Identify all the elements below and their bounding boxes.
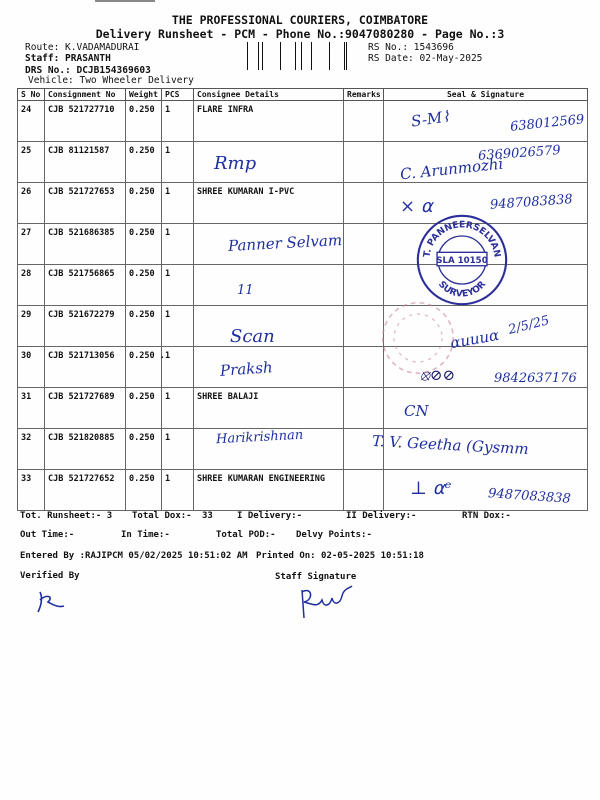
row-weight: 0.250: [126, 224, 162, 265]
row-weight: 0.250: [126, 142, 162, 183]
row-pcs: 1: [162, 388, 194, 429]
row-consignee: FLARE INFRA: [194, 101, 344, 142]
handwriting-name-1: C. Arunmozhi: [399, 154, 505, 184]
entered-by: Entered By :RAJIPCM 05/02/2025 10:51:02 AM: [20, 551, 248, 561]
ii-delivery: II Delivery:-: [346, 511, 417, 521]
row-consignee: [194, 265, 344, 306]
row-consignment: CJB 521820885: [45, 429, 126, 470]
row-consignment: CJB 521727710: [45, 101, 126, 142]
col-consignment: Consignment No: [45, 89, 126, 101]
row-sno: 24: [18, 101, 45, 142]
handwriting-praksh: Praksh: [219, 358, 274, 380]
stamp-bottom-text: SURVEYOR: [435, 279, 489, 300]
table-header-row: [18, 89, 588, 101]
faded-stamp: [378, 298, 458, 378]
company-title: THE PROFESSIONAL COURIERS, COIMBATORE: [171, 13, 429, 27]
row-remarks: [344, 101, 384, 142]
row-weight: 0.250: [126, 306, 162, 347]
col-weight: Weight: [126, 89, 162, 101]
handwriting-panner: Panner Selvam: [227, 231, 343, 255]
row-consignment: CJB 81121587: [45, 142, 126, 183]
row-pcs: 1: [162, 265, 194, 306]
i-delivery: I Delivery:-: [237, 511, 303, 521]
row-consignment: CJB 521672279: [45, 306, 126, 347]
row-sno: 30: [18, 347, 45, 388]
handwriting-phone-1: 638012569: [509, 112, 586, 135]
row-weight: 0.250: [126, 429, 162, 470]
printed-on: Printed On: 02-05-2025 10:51:18: [256, 551, 424, 561]
handwriting-date: 2/5/25: [506, 313, 552, 338]
verified-by: Verified By: [20, 571, 80, 581]
handwriting-initials-1: S-M⌇: [409, 107, 451, 131]
row-sno: 31: [18, 388, 45, 429]
delvy-points: Delvy Points:-: [296, 530, 372, 540]
handwriting-harikrishnan: Harikrishnan: [215, 427, 304, 448]
row-consignment: CJB 521727652: [45, 470, 126, 511]
row-consignment: CJB 521727653: [45, 183, 126, 224]
row-pcs: 1: [162, 470, 194, 511]
handwriting-phone-4: 9842637176: [494, 371, 577, 386]
row-weight: 0.250: [126, 265, 162, 306]
row-weight: 0.250: [126, 101, 162, 142]
row-remarks: [344, 183, 384, 224]
row-consignment: CJB 521686385: [45, 224, 126, 265]
staff-signature: [296, 582, 358, 622]
handwriting-phone-2: 6369026579: [477, 143, 562, 164]
row-consignee: SHREE KUMARAN ENGINEERING: [194, 470, 344, 511]
row-pcs: 1: [162, 224, 194, 265]
row-pcs: 1: [162, 347, 194, 388]
verifier-signature: [34, 588, 68, 616]
row-consignee: SHREE BALAJI: [194, 388, 344, 429]
handwriting-scribble: ⦻⊘⊘: [420, 366, 456, 384]
surveyor-stamp: [414, 212, 510, 308]
row-weight: 0.250: [126, 388, 162, 429]
row-sno: 25: [18, 142, 45, 183]
handwriting-scan: Scan: [230, 326, 275, 347]
row-consignment: CJB 521727689: [45, 388, 126, 429]
row-sno: 33: [18, 470, 45, 511]
barcode: [240, 42, 363, 70]
row-weight: 0.250 .: [126, 347, 162, 388]
row-remarks: [344, 142, 384, 183]
handwriting-mark-2: ⊥ ⍺ᵉ: [410, 478, 452, 499]
row-pcs: 1: [162, 101, 194, 142]
stamp-top-text: T. PANNEERSELVAN: [422, 220, 502, 259]
handwriting-mark-x: × ⍺: [400, 196, 433, 217]
staff-label: Staff: PRASANTH: [25, 53, 111, 64]
tot-runsheet: Tot. Runsheet:- 3: [20, 511, 113, 521]
row-consignment: CJB 521713056: [45, 347, 126, 388]
row-consignee: SHREE KUMARAN I-PVC: [194, 183, 344, 224]
vehicle-label: Vehicle: Two Wheeler Delivery: [28, 75, 194, 86]
row-weight: 0.250: [126, 183, 162, 224]
row-sno: 32: [18, 429, 45, 470]
row-remarks: [344, 224, 384, 265]
in-time: In Time:-: [121, 530, 170, 540]
total-dox-label: Total Dox:-: [132, 511, 192, 521]
row-pcs: 1: [162, 183, 194, 224]
rtn-dox: RTN Dox:-: [462, 511, 511, 521]
stamp-middle-text: SLA 10150: [436, 255, 488, 266]
table-row: [18, 306, 588, 347]
handwriting-signature-2: ɑuuuα: [448, 325, 501, 353]
row-sno: 26: [18, 183, 45, 224]
row-weight: 0.250: [126, 470, 162, 511]
out-time: Out Time:-: [20, 530, 75, 540]
row-remarks: [344, 388, 384, 429]
row-remarks: [344, 470, 384, 511]
col-pcs: PCS: [162, 89, 194, 101]
row-pcs: 1: [162, 429, 194, 470]
top-edge-mark: [95, 0, 155, 2]
table-row: [18, 388, 588, 429]
row-pcs: 1: [162, 306, 194, 347]
table-row: [18, 101, 588, 142]
row-sno: 29: [18, 306, 45, 347]
rs-date: RS Date: 02-May-2025: [368, 53, 483, 64]
handwriting-phone-5: 9487083838: [487, 486, 572, 507]
staff-signature-label: Staff Signature: [275, 572, 357, 582]
col-consignee: Consignee Details: [194, 89, 344, 101]
handwriting-geetha: T. V. Geetha (Gysmm: [371, 431, 530, 459]
drs-number: DRS No.: DCJB154369603: [25, 65, 151, 76]
row-sno: 28: [18, 265, 45, 306]
handwriting-cn: CN: [404, 402, 429, 420]
col-sno: S No: [18, 89, 45, 101]
rs-number: RS No.: 1543696: [368, 42, 454, 53]
row-pcs: 1: [162, 142, 194, 183]
col-seal: Seal & Signature: [384, 89, 588, 101]
handwriting-phone-3: 9487083838: [489, 192, 574, 213]
runsheet-subtitle: Delivery Runsheet - PCM - Phone No.:9047080280 - Page No.:3: [95, 27, 505, 41]
route-label: Route: K.VADAMADURAI: [25, 42, 140, 53]
col-remarks: Remarks: [344, 89, 384, 101]
svg-text:SURVEYOR: [436, 280, 488, 300]
handwriting-ditto: 11: [237, 283, 254, 298]
handwriting-rmp: Rmp: [214, 153, 257, 174]
total-pod: Total POD:-: [216, 530, 276, 540]
total-dox-value: 33: [202, 511, 213, 521]
row-consignment: CJB 521756865: [45, 265, 126, 306]
row-sno: 27: [18, 224, 45, 265]
